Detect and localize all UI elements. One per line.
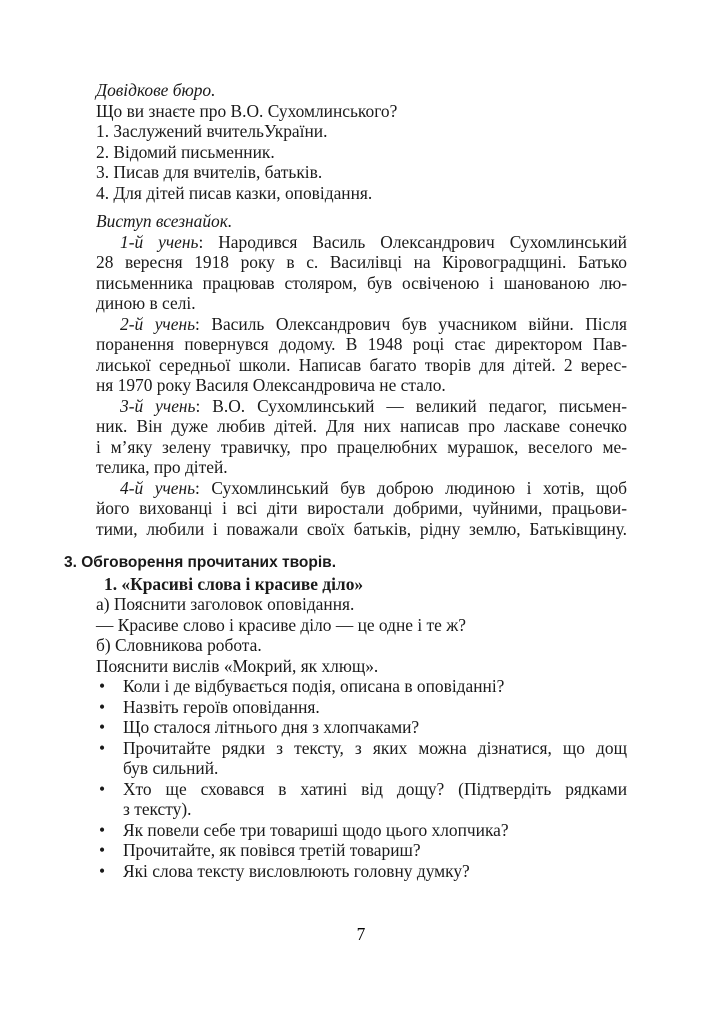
student-text-line: його вихованці і всі діти виростали добрими, чуйними, працьови- [96, 498, 627, 518]
bureau-question: Що ви знаєте про В.О. Сухомлинського? [96, 100, 398, 121]
question-list-item [96, 861, 627, 882]
student-text: : Народився Василь Олександрович Сухомлинський [198, 231, 627, 252]
student-label: 1-й учень [120, 231, 199, 252]
task-line: б) Словникова робота. [96, 635, 262, 655]
student-text-line: диною в селі. [96, 293, 196, 313]
bullet-icon: • [99, 819, 106, 840]
page-number: 7 [356, 924, 366, 944]
question-list-item [96, 697, 627, 718]
section-heading: 3. Обговорення прочитаних творів. [64, 554, 336, 571]
student-text: : Сухомлинський був доброю людиною і хотів, щоб [195, 477, 627, 498]
student-label: 3-й учень [120, 395, 196, 416]
student-paragraph-first-line [96, 478, 627, 499]
bureau-title: Довідкове бюро. [96, 80, 216, 100]
task-line: Пояснити вислів «Мокрий, як хлющ». [96, 655, 379, 676]
student-text-line: 28 вересня 1918 року в с. Василівці на Кіровоградщині. Батько [96, 252, 627, 272]
question-list-item [96, 779, 627, 820]
question-list-item [96, 676, 627, 697]
bullet-icon: • [99, 840, 106, 860]
student-text-line: ня 1970 року Василя Олександровича не стало. [96, 375, 446, 395]
question-list-item [96, 820, 627, 841]
question-text: Назвіть героїв оповідання. [123, 696, 320, 717]
bullet-icon: • [99, 778, 106, 799]
section-subheading: 1. «Красиві слова і красиве діло» [104, 573, 364, 594]
student-paragraph-first-line [96, 232, 627, 253]
spacer [96, 203, 627, 211]
bureau-option: 1. Заслужений вчительУкраїни. [96, 121, 328, 141]
bureau-option: 3. Писав для вчителів, батьків. [96, 162, 323, 182]
question-list-item [96, 840, 627, 861]
page-body [64, 80, 628, 881]
bureau-option: 4. Для дітей писав казки, оповідання. [96, 182, 373, 203]
student-text: : Василь Олександрович був учасником війни. Після [195, 313, 628, 334]
question-text: був сильний. [123, 758, 219, 778]
question-text: Як повели себе три товариші щодо цього хлопчика? [123, 819, 509, 840]
student-label: 2-й учень [120, 313, 195, 334]
question-text: Прочитайте, як повівся третій товариш? [123, 840, 421, 860]
bureau-option: 2. Відомий письменник. [96, 141, 275, 162]
student-text-line: тими, любили і поважали своїх батьків, рідну землю, Батьківщину. [96, 518, 627, 539]
bullet-icon: • [99, 676, 106, 696]
question-text: з тексту). [123, 799, 192, 819]
question-text: Хто ще сховався в хатині від дощу? (Підтвердіть рядками [123, 778, 627, 799]
student-label: 4-й учень [120, 477, 196, 498]
question-text: Прочитайте рядки з тексту, з яких можна дізнатися, що дощ [123, 737, 627, 758]
experts-title: Виступ всезнайок. [96, 211, 233, 231]
student-text-line: телика, про дітей. [96, 457, 228, 477]
question-text: Що сталося літнього дня з хлопчаками? [123, 717, 420, 737]
bullet-icon: • [99, 737, 106, 758]
bullet-icon: • [99, 696, 106, 717]
student-paragraph-first-line [96, 314, 627, 335]
student-text-line: поранення повернувся додому. В 1948 році стає директором Пав- [96, 334, 627, 354]
question-list-item [96, 738, 627, 779]
student-paragraph-first-line [96, 396, 627, 417]
student-text-line: лиської середньої школи. Написав багато творів для дітей. 2 верес- [96, 354, 627, 375]
question-text: Коли і де відбувається подія, описана в оповіданні? [123, 676, 505, 696]
student-text-line: письменника працював столяром, був освіченою і шанованою лю- [96, 272, 627, 293]
task-line: — Красиве слово і красиве діло — це одне і те ж? [96, 614, 466, 635]
bullet-icon: • [99, 860, 106, 881]
bullet-icon: • [99, 717, 106, 737]
question-list-item [96, 717, 627, 738]
student-text: : В.О. Сухомлинський — великий педагог, письмен- [195, 395, 627, 416]
question-text: Які слова тексту висловлюють головну думку? [123, 860, 470, 881]
student-text-line: ник. Він дуже любив дітей. Для них написав про ласкаве сонечко [96, 416, 627, 436]
task-line: а) Пояснити заголовок оповідання. [96, 594, 355, 614]
spacer [96, 539, 627, 547]
student-text-line: і м’яку зелену травичку, про працелюбних мурашок, веселого ме- [96, 436, 627, 457]
